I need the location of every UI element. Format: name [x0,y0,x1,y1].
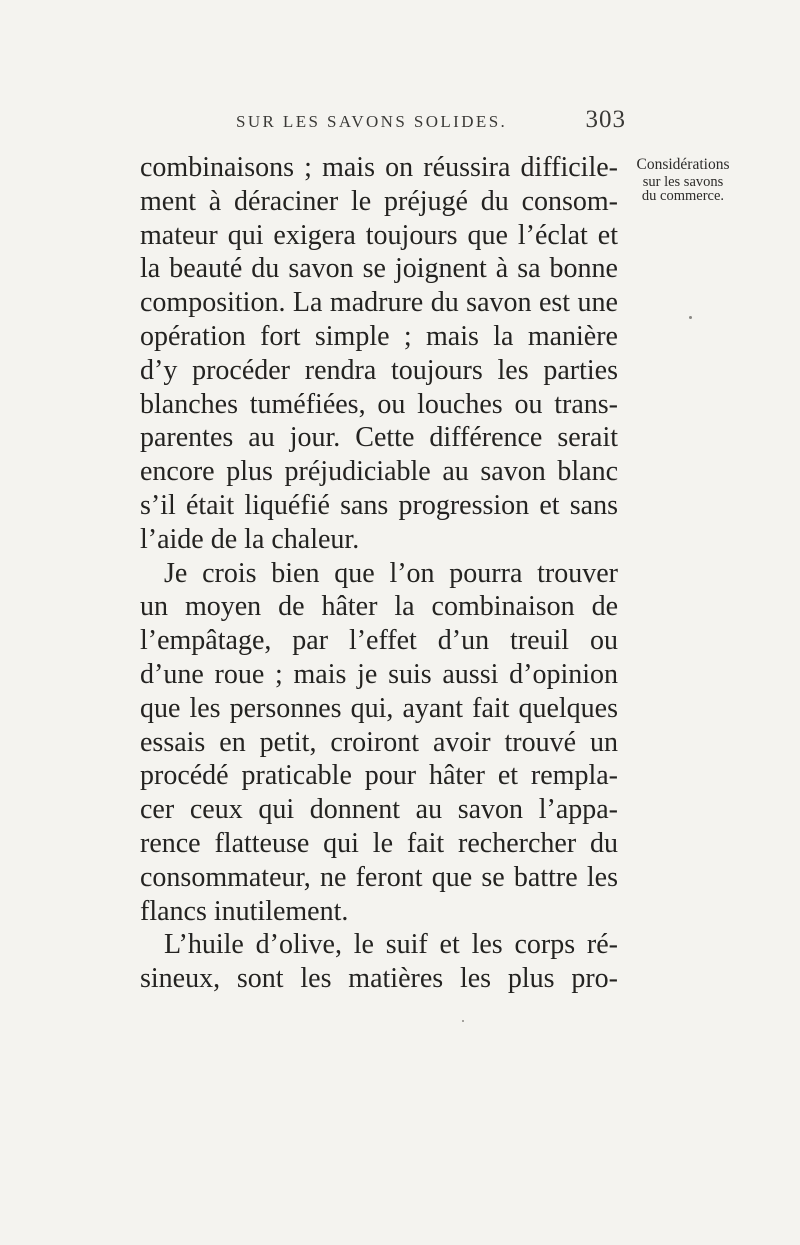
text-line: rence flatteuse qui le fait rechercher du [140,827,618,859]
running-title: SUR LES SAVONS SOLIDES. [236,112,508,131]
text-line: opération fort simple ; mais la manière [140,320,618,352]
text-line: ment à déraciner le préjugé du consom- [140,185,618,217]
text-line: consommateur, ne feront que se battre les [140,861,618,893]
paper-speck [462,1020,464,1022]
text-line: l’empâtage, par l’effet d’un treuil ou [140,625,618,657]
paper-speck [689,316,692,319]
margin-note [624,155,742,203]
text-line: essais en petit, croiront avoir trouvé un [140,726,618,758]
text-line: la beauté du savon se joignent à sa bonne [140,253,618,285]
text-line: que les personnes qui, ayant fait quelques [140,692,618,724]
margin-note-line: du commerce. [641,188,725,204]
margin-note-line: sur les savons [642,174,724,190]
paragraph-1 [140,151,618,557]
paragraph-3 [140,928,618,996]
text-line: cer ceux qui donnent au savon l’appa- [140,794,618,826]
text-line: un moyen de hâter la combinaison de [140,591,618,623]
text-line: mateur qui exigera toujours que l’éclat et [140,219,618,251]
text-line: sineux, sont les matières les plus pro- [140,963,618,995]
text-line: combinaisons ; mais on réussira difficile- [140,152,618,183]
margin-note-line: Considérations [636,156,730,173]
text-line: blanches tuméfiées, ou louches ou trans- [140,388,618,420]
text-line: s’il était liquéfié sans progression et sans [140,489,618,521]
paragraph-2 [140,557,618,929]
text-line: procédé praticable pour hâter et rempla- [140,760,618,792]
text-line: L’huile d’olive, le suif et les corps ré- [164,929,618,961]
body-text [140,151,618,996]
text-line: flancs inutilement. [140,895,349,927]
text-line: d’une roue ; mais je suis aussi d’opinion [140,658,618,690]
text-line: Je crois bien que l’on pourra trouver [164,557,618,589]
page-header [236,106,626,144]
text-line: parentes au jour. Cette différence serait [140,422,618,454]
text-line: d’y procéder rendra toujours les parties [140,354,618,386]
page-number: 303 [585,106,626,133]
text-line: composition. La madrure du savon est une [140,287,618,319]
text-line: encore plus préjudiciable au savon blanc [140,456,618,488]
text-line: l’aide de la chaleur. [140,523,360,555]
